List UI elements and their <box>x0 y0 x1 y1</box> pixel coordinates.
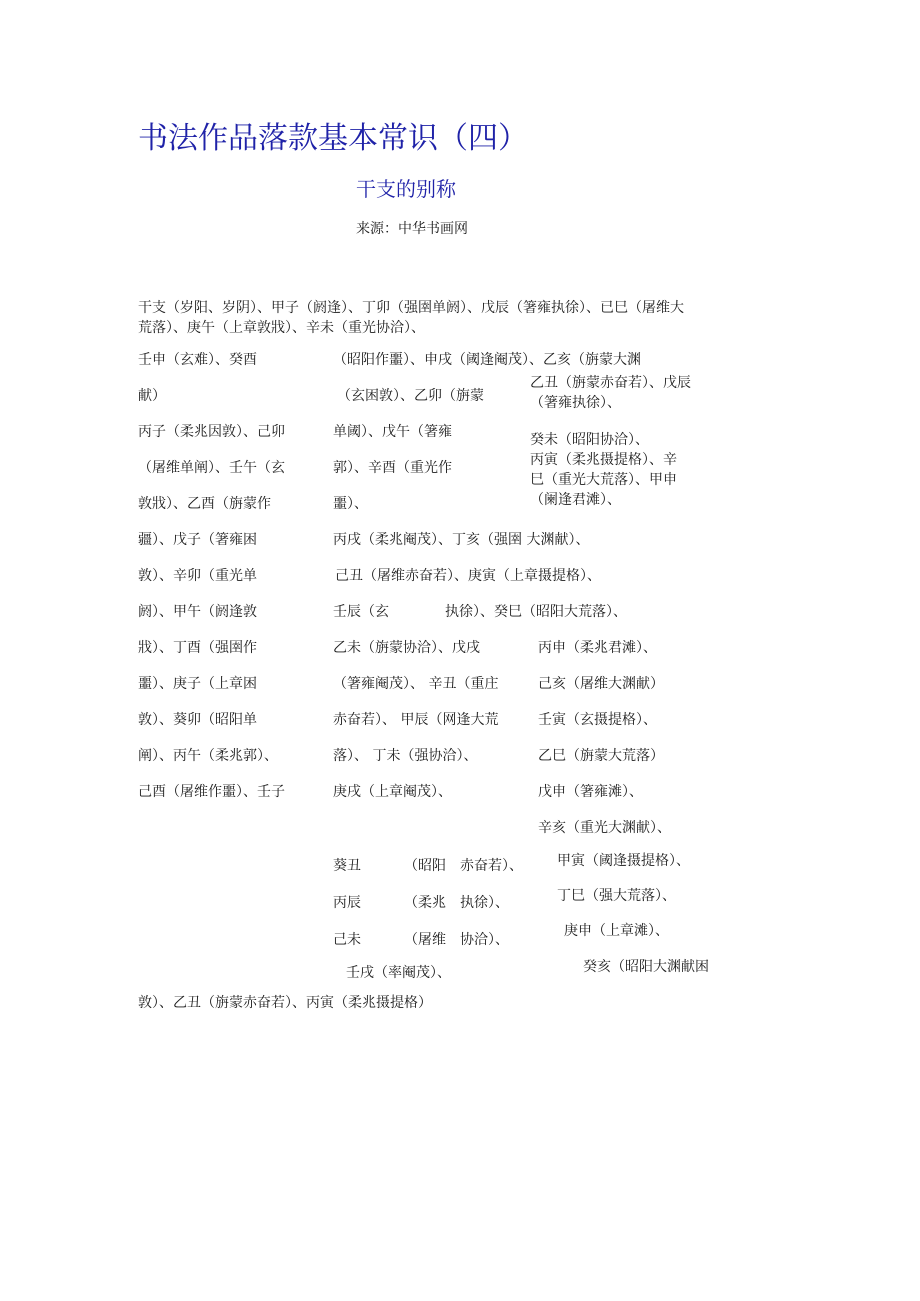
col1-line: 敦）、辛卯（重光单 <box>138 568 257 584</box>
col2-line: 赤奋若）、 甲辰（网逢大荒 <box>333 712 499 728</box>
col1-line: 阐）、丙午（柔兆郭）、 <box>138 748 278 764</box>
col2-line: 己丑（屠维赤奋若）、庚寅（上章摄提格）、 <box>335 568 601 584</box>
col3-line: 巳（重光大荒落）、甲申 <box>530 472 677 488</box>
col1-line: 疆）、戊子（箸雍困 <box>138 532 257 548</box>
intro-line: 荒落）、庚午（上章敦戕）、辛未（重光协洽）、 <box>138 320 425 336</box>
col3-line: 癸未（昭阳协洽）、 <box>530 432 649 448</box>
col2-line: 庚戌（上章阉茂）、 <box>333 784 452 800</box>
bottom-mid-cell: （柔兆 执徐）、 <box>404 895 509 911</box>
col3-line: （阑逢君滩）、 <box>530 492 621 508</box>
col2-line: 丙戌（柔兆阉茂）、丁亥（强圉 大渊献）、 <box>333 532 590 548</box>
bottom-left-cell: 葵丑 <box>333 858 361 874</box>
bottom-tail: 壬戌（率阉茂）、 <box>346 965 451 981</box>
col2-line: （玄困敦）、乙卯（旃蒙 <box>337 388 484 404</box>
col3-line: （箸雍执徐）、 <box>530 395 621 411</box>
page-title: 书法作品落款基本常识（四） <box>138 121 528 156</box>
col1-line: 戕）、丁酉（强圉作 <box>138 640 257 656</box>
col2-line: 壬辰（玄 执徐）、癸巳（昭阳大荒落）、 <box>333 604 627 620</box>
col1-line: 阏）、甲午（阏逢敦 <box>138 604 257 620</box>
source-line: 来源：中华书画网 <box>356 221 468 237</box>
intro-paragraph <box>138 298 778 338</box>
col3-line: 乙丑（旃蒙赤奋若）、戊辰 <box>530 375 691 391</box>
col2-line: 郭）、辛酉（重光作 <box>333 460 452 476</box>
col3-line: 戊申（箸雍滩）、 <box>538 784 643 800</box>
bottom-right-cell: 丁巳（强大荒落）、 <box>557 888 676 904</box>
bottom-mid-cell: （屠维 协洽）、 <box>404 932 509 948</box>
bottom-left-cell: 己未 <box>333 932 361 948</box>
bottom-mid-cell: （昭阳 赤奋若）、 <box>404 858 523 874</box>
bottom-right-cell: 甲寅（阈逢摄提格）、 <box>557 853 690 869</box>
col1-line: （屠维单阐）、壬午（玄 <box>138 460 285 476</box>
bottom-right-cell: 庚申（上章滩）、 <box>564 923 669 939</box>
col3-line: 己亥（屠维大渊献） <box>538 676 664 692</box>
col3-line: 壬寅（玄摄提格）、 <box>538 712 657 728</box>
col3-line: 乙巳（旃蒙大荒落） <box>538 748 664 764</box>
bottom-right-cell: 癸亥（昭阳大渊献困 <box>583 959 709 975</box>
col3-block <box>530 373 691 413</box>
bottom-left-cell: 丙辰 <box>333 895 361 911</box>
subtitle: 干支的别称 <box>356 177 456 201</box>
col2-line: （箸雍阉茂）、 辛丑（重庄 <box>333 676 499 692</box>
col2-line: 乙未（旃蒙协洽）、戊戌 <box>333 640 480 656</box>
col3-line: 丙寅（柔兆摄提格）、辛 <box>530 452 677 468</box>
col3-block <box>530 430 677 510</box>
col2-line: 落）、 丁未（强协洽）、 <box>333 748 478 764</box>
col1-line: 敦）、葵卯（昭阳单 <box>138 712 257 728</box>
col2-line: （昭阳作噩）、申戌（阈逢阉茂）、乙亥（旃蒙大渊 <box>333 352 641 368</box>
intro-line: 干支（岁阳、岁阴）、甲子（阏逢）、丁卯（强圉单阏）、戊辰（箸雍执徐）、已巳（屠维大 <box>138 300 684 316</box>
col2-line: 噩）、 <box>333 496 368 512</box>
col2-line: 单阈）、戊午（箸雍 <box>333 424 452 440</box>
col1-line: 壬申（玄难）、癸酉 <box>138 352 257 368</box>
col1-line: 丙子（柔兆因敦）、己卯 <box>138 424 285 440</box>
col3-line: 丙申（柔兆君滩）、 <box>538 640 657 656</box>
col1-line: 敦戕）、乙酉（旃蒙作 <box>138 496 271 512</box>
col1-line: 己酉（屠维作噩）、壬子 <box>138 784 285 800</box>
final-line: 敦）、乙丑（旃蒙赤奋若）、丙寅（柔兆摄提格） <box>138 995 432 1011</box>
col1-line: 噩）、庚子（上章困 <box>138 676 257 692</box>
col1-line: 献） <box>138 388 166 404</box>
col3-line: 辛亥（重光大渊献）、 <box>538 820 671 836</box>
